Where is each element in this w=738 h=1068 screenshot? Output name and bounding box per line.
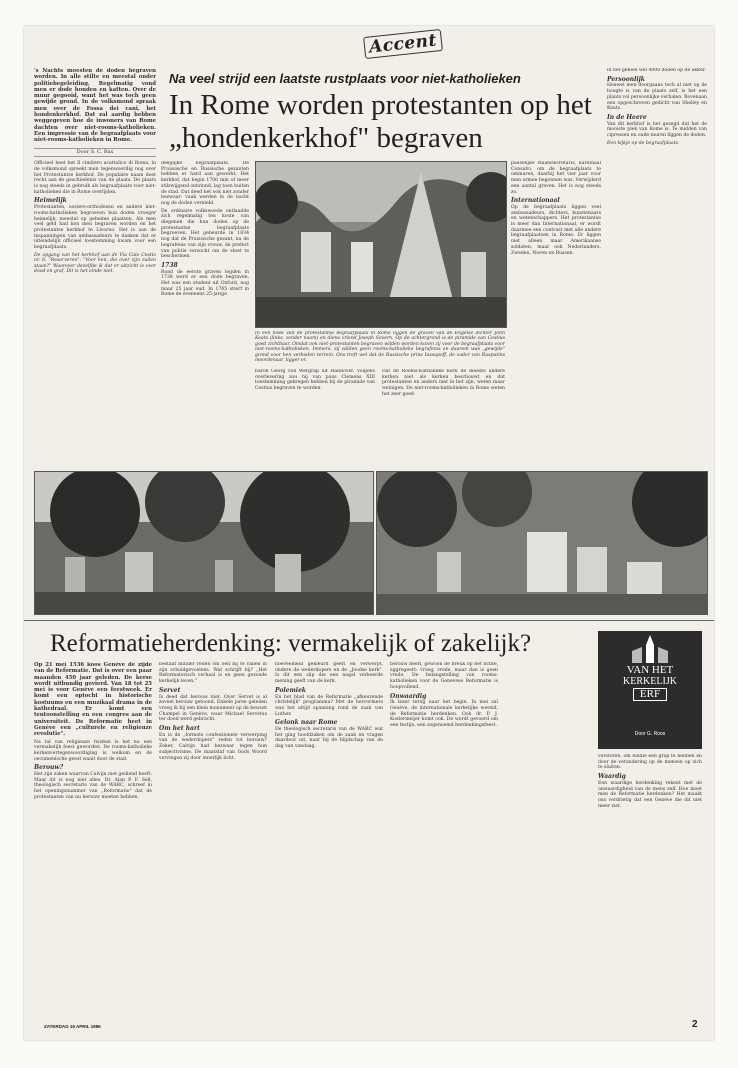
article1-col1-text: Officieel heet het Il cimitero acattolico di Roma, in de volksmond spreekt men tegenwoordig nog over het Protestantse kerkhof. De populaire naam doet recht aan de geschiedenis van de plaats. De plaats is nog steeds in gebruik als begraafplaats voor niet-katholieken die in Rome overlijden. (34, 161, 156, 195)
column-header-title (602, 665, 698, 701)
article1-col6-text3: Van dit kerkhof is het gezegd dat het de mooiste plek van Rome is. Te midden van cipressen en oude muren liggen de doden. (607, 121, 707, 139)
column-header-van-het-kerkelijk-erf (598, 631, 702, 749)
article2-column-2 (159, 662, 267, 1017)
article1-byline: Door S. C. Bax (34, 148, 156, 158)
article1-col6-text2: Hoewel men doorgaans toch al niet op de hoogte is van de plaats zelf, is het een plaats vol persoonlijke verhalen. Bovenaan een opgeschreven gedicht van Shelley en Keats. (607, 83, 707, 112)
article1-kicker: Na veel strijd een laatste rustplaats voor niet-katholieken (169, 71, 521, 86)
article2-col5-text: verstoren, om eindie een grap te hebben en door de verandering op de mensen op zich te sluiten. (598, 754, 702, 771)
column-header-line3: ERF (633, 688, 667, 701)
article1-col2-text2: De ordinaire volkswoede ontlaadde zich regelmatig ten koste van diegenen die hun doden op de protestantse begraafplaats begroeven. Het gebeurde in 1834 nog dat de Pruissische gezant, nu de begrafenis van zijn vrouw, de prefect van politie verzocht om de stoet te beschermen. (161, 208, 249, 260)
article2-column-3 (275, 662, 383, 1017)
article2-col1-text2: Het zijn zaken waarvan Calvijn niet gediend heeft. Maar dit is nog niet alles. Dr. Alan P. F. Sell, theologisch secretaris van de WARC, schreef in het openingsnummer van „Reformatio" dat de protestanten van nu berouw moeten hebben. (34, 772, 152, 800)
article1-column-3 (255, 369, 375, 466)
photo1-caption: In een hoek van de protestantse begraafplaats in Rome liggen de graven van de Engelse dichter John Keats (links, zonder naam) en diens vriend Joseph Severn. Op de achtergrond is de piramide van Cestius goed zichtbaar. Omdat ook niet-protestanten begraven wilden worden kozen zij voor de begraafplaats voor niet-rooms-katholieken. Immers, zij wilden geen rooms-katholieke begrafenis en daarom was „gewijde" grond voor hen verboden terrein. Ons treft wel dat de Russische prins Iussupoff, de vader van Rasputins moordenaar, ligger er. (255, 331, 505, 364)
article2-subhead-gelonk-naar-rome: Gelonk naar Rome (275, 719, 338, 727)
article1-column-1 (34, 68, 156, 468)
church-icon (628, 635, 672, 663)
article1-col3-text: baron Georg von Wergrap uit Hannover. Volgens overlevering zou hij van paus Clemens XIII toestemming gekregen hebben bij de piramide van Cestius begraven te worden. (255, 369, 375, 392)
article2-subhead-servet: Servet (159, 686, 181, 694)
article2-lead: Op 21 mei 1536 koos Genève de zijde van de Reformatie. Dat is over een paar maanden 450 jaar geleden. De kerse wordt uitbundig gevierd. Van 18 tot 25 mei is voor Genève een feestweek. Er komt een optocht in historische kostuums en een muzikaal drama in de kathedraal. Er komt een tentoonstelling en een congres aan de universiteit. De Reformatie heet in Genève een „culturele en religieuze revolutie". (34, 662, 152, 738)
article1-col1-text2: Protestanten, oosters-orthodoxen en andere niet-rooms-katholieken begroeven hun doden vroeger heimelijk, meestal op geheime plaatsen. Als men veel geld had kon men begraven worden en het protestantse kerkhof te Livorno. Het is aan de inspanningen van ambassadeurs te danken dat er uiteindelijk officieel toestemming kwam voor een begraafplaats. (34, 205, 156, 251)
article2-headline: Reformatieherdenking: vermakelijk of zakelijk? (50, 630, 532, 657)
article1-subhead-in-de-heere: In de Heere (607, 113, 647, 121)
article1-col4-text: Dat de Rooms-Katholieke Kerk de meeste andere kerken niet als kerken beschouwt en dat protestanten en anders niet in het zijn, weten maar weinigen. De niet-rooms-katholieken in Rome weten het zeer goed. (382, 369, 505, 397)
article2-subhead-waardig: Waardig (598, 773, 626, 781)
article1-column-5 (511, 161, 601, 466)
section-divider (24, 620, 714, 621)
article2-column-5 (598, 754, 702, 1017)
article2-col3-text2: En het blad van de Reformatie „afkeurende christelijk" programma? Met de hervormers was het altijd spanning rond de zaak van Luther. (275, 694, 383, 717)
article2-subhead-om-het-hart: Om het hart (159, 725, 200, 733)
article1-col5-text: pauselijke staatssecretaris, kardinaal Consalvi, om de begraafplaats te ommuren, daarbij het vier jaar voor men ermee begonnen was. Verwijderd een aantal graven. Het is nog steeds zo. (511, 161, 601, 195)
article1-column-2 (161, 161, 249, 466)
article1-headline: In Rome worden protestanten op het „hondenkerkhof" begraven (169, 89, 592, 154)
article1-column-4 (382, 369, 505, 466)
newspaper-page (24, 26, 714, 1040)
article1-col1-caption: De opgang van het kerkhof aan de Via Caio Cestio nr. 6. "Reserveren": "Voor hen, die over zijn zullen staan?" Waarover dezelfde ik dat er uitzicht is over dood en graf. Dit is het einde niet. (34, 252, 156, 275)
article1-subhead-internationaal: Internationaal (511, 197, 560, 205)
article2-subhead-onwaardig: Onwaardig (390, 692, 427, 700)
article2-col3-text3: De theologisch secretaris van de WARC wat het ging hoofdzaken om de zaak en vragen daardoor uit, naar bij de blijdschap van de dag van vandaag. (275, 727, 383, 750)
page-number: 2 (692, 1019, 698, 1030)
article2-col1-text: Na tal van religieuze twisten is het nu een vermakelijk feest geworden. De rooms-katholieke kerkenvertegenwoordiging is welkom en de oecumenische geest waait door de stad. (34, 739, 152, 762)
article1-col2-text: deeglijke begraafplaats. De Pruissische en Russische gezanten hebben er hard aan gewerkt. Het kerkhof, dat begin 1700 min of meer stilzwijgend ontstond, lag toen buiten de stad. Dat deed het ook niet zonder bezwaar: vaak werden in de nacht nog de doden vernield. (161, 161, 249, 206)
article2-col5-text2: Een waardige herdenking rekent met de onwaardigheid van de mens zelf. Hoe moet men de Reformatie herdenken? Het maakt ons verdrietig dat een Genève die dit niet meer ziet. (598, 780, 702, 809)
article1-subhead-1738: 1738 (161, 261, 178, 269)
article2-col2-text: bestaat minder reden om Sell bij te vallen in zijn schuldgevoelens. Wat schrijft hij? „Het Reformatorisch verhaal is en geen gezonde kerkelijk leven." (159, 662, 267, 685)
article2-col2-text2: Is deed dat berouw niet. Over Servet is al zoveel berouw getoond. Enkele jaren geleden vroeg ik bij een klein monument op de bewust Champel in Genève, waar Michael Servetus ter dood werd gebracht. (159, 694, 267, 723)
footer-date: ZATERDAG 19 APRIL 1986 (44, 1024, 101, 1029)
photo-keats-grave (255, 161, 507, 328)
column-header-line1: VAN HET (626, 664, 674, 676)
photo-cemetery-graves (376, 471, 708, 615)
article2-col4-text2: Ik lezer terug naar het begin. In mei zal Genève, de internationale kerkelijke wereld, de Reformatie herdenken. Ook dr. P. J. Kostermeijer komt ook. De wordt gevoerd om een festijn, een zogenoemd herdenkingsfeest. (390, 700, 498, 729)
article1-col6-caption: Een kijkje op de begraafplaats. (607, 140, 680, 146)
photo1-caption-block (255, 331, 505, 365)
article1-col5-text2: Op de begraafplaats liggen veel ambassadeurs, dichters, kunstenaars en wetenschappers. Het protestantse is meer dan Internationaal, er wordt daarmee een contrast met alle andere begraafplaatsen in Rome. Er liggen niet alleen maar Amerikaanse soldaten, maar ook Nederlanders, Zweden, Noren en Russen. (511, 204, 601, 256)
article2-subhead-polemiek: Polemiek (275, 686, 307, 694)
photo-cemetery-trees (34, 471, 374, 615)
article1-subhead-persoonlijk: Persoonlijk (607, 75, 645, 83)
article2-subhead-berouw: Berouw? (34, 764, 64, 772)
column-header-byline: Door G. Roos (634, 731, 666, 737)
article2-col2-text3: En is de „formele confessionele verwerping van de wederdopers" reden tot berouw? Zeker, Calvijn had bezwaar tegen hun subjectivisme. De maatstaf van Gods Woord vervingen zij door innerlijk licht. (159, 732, 267, 761)
article1-col6-text: in het geheel wel 4000 doden op de akker. (607, 68, 706, 73)
article2-col3-text: hoeveelheid gekleurd geeft en verwerpt, ondere de wederdopers en de „Joodse kerk". Is dit een slip die een nogal verkeerde mening geeft van de kerk. (275, 662, 383, 685)
article1-column-6 (607, 68, 707, 466)
article1-lead: 's Nachts moesten de doden begraven worden. In alle stilte en meestal onder politiebegeleiding. Regelmatig vond men er dode honden en katten. Over de muur gegooid, want het was toch geen gewijde grond. In de volksmond spraak men over de Fossa dei cani, het hondenkerkhof. Dat zal aardig hebben weggegeven hoe de inwoners van Rome dachten over niet-rooms-katholieken. Een impressie van de begraafplaats voor niet-rooms-katholieken in Rome. (34, 68, 156, 144)
article1-col2-text3: Rond de eerste graven legden in 1738 werd er een dode begraven. Het was een student uit Oxford, nog maar 25 jaar oud. In 1765 stierf in Rome de eveneens 25-jarige (161, 269, 249, 298)
article2-column-1 (34, 662, 152, 1017)
column-header-line2: KERKELIJK (623, 676, 677, 687)
masthead-logo: Accent (363, 30, 443, 58)
article1-subhead-heimelijk: Heimelijk (34, 197, 67, 205)
article2-column-4 (390, 662, 498, 1017)
article2-col4-text: berouw heeft, gewoon de breuk op het lichte, aggregeert: vroeg, vrede, maar dan is geen vrede. De belangstelling van rooms-katholieken voor de Genevese Reformatie is hoopvollend. (390, 662, 498, 690)
